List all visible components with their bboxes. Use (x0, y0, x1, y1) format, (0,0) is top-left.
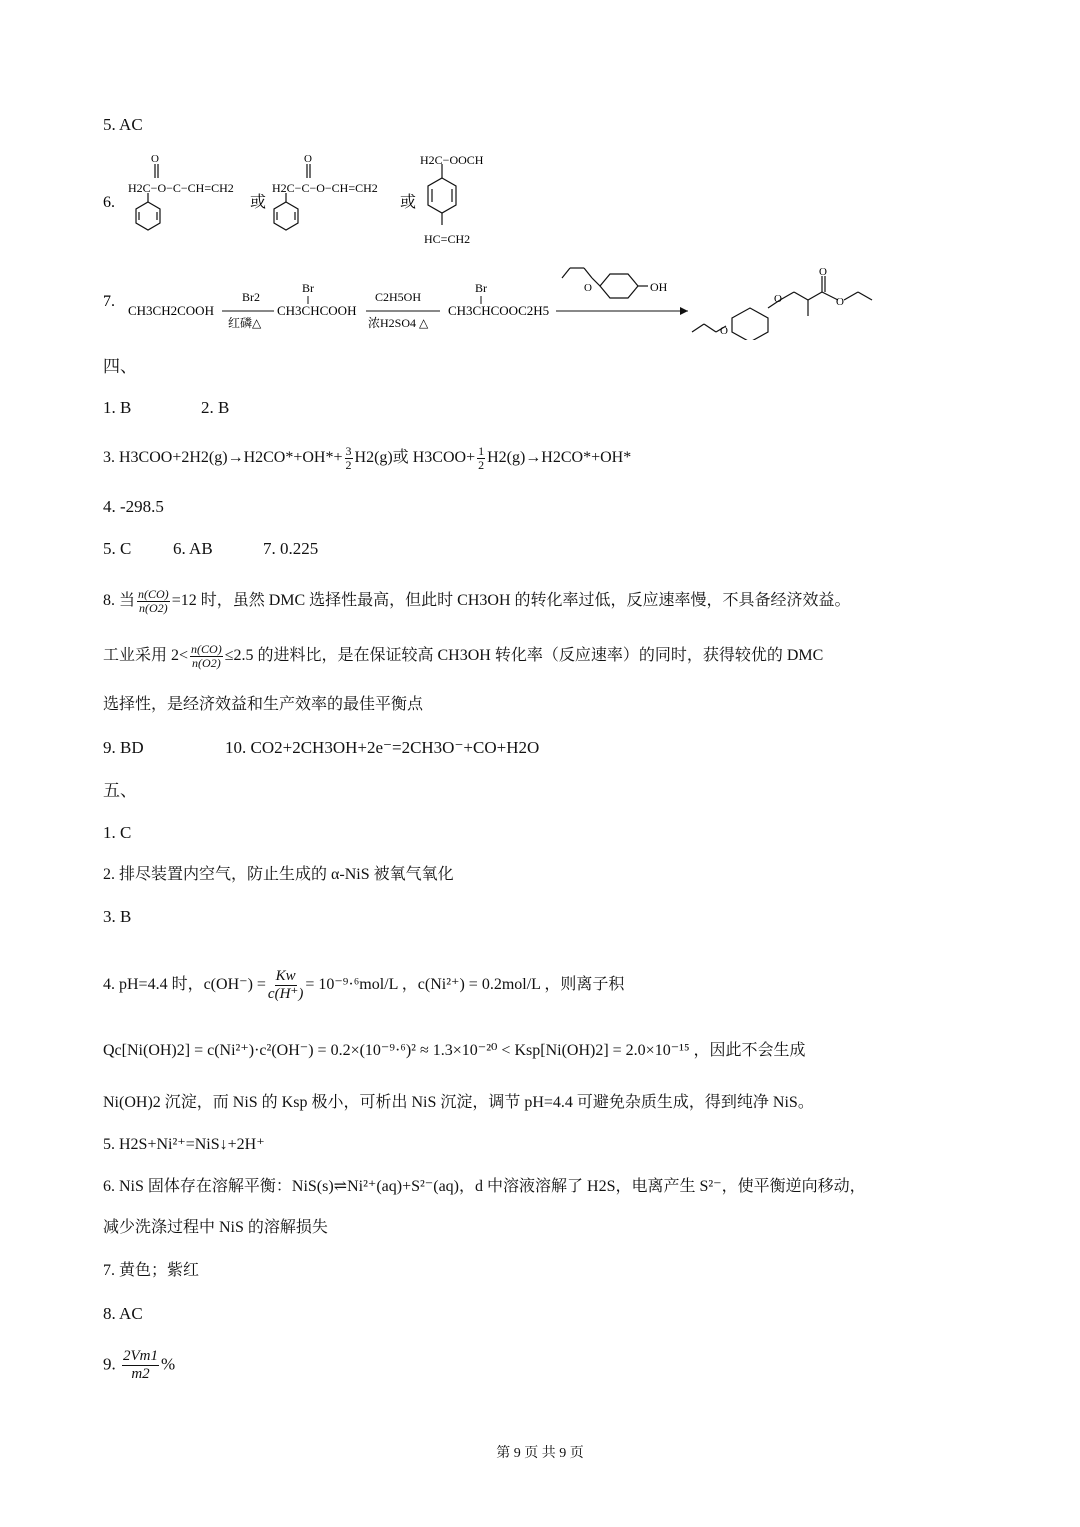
or-text-1: 或 (250, 194, 267, 211)
s4-q6: 6. AB (173, 539, 213, 558)
q7-reagent1-top: Br2 (242, 290, 260, 304)
s4-q8-line-3: 选择性，是经济效益和生产效率的最佳平衡点 (103, 696, 424, 713)
s4-q3-part-b: H2(g)或 H3COO+ (354, 449, 476, 467)
s3-top-formula: H2C−OOCH (420, 153, 484, 167)
q7-reagent2-top: C2H5OH (375, 290, 422, 304)
s5-q4-line-3: Ni(OH)2 沉淀，而 NiS 的 Ksp 极小，可析出 NiS 沉淀，调节 pH=4.4 可避免杂质生成，得到纯净 NiS。 (103, 1094, 814, 1111)
q7-start: CH3CH2COOH (128, 303, 214, 318)
s4-q9: 9. BD (103, 738, 144, 757)
q7-br1: Br (302, 281, 314, 295)
s3-bottom-formula: HC=CH2 (424, 232, 471, 246)
svg-text:O: O (819, 266, 827, 278)
s5-q9: 9. $\frac{2Vm1}{m2}$ % (103, 1348, 176, 1382)
q7-br2: Br (475, 281, 487, 295)
s5-q6-line-2: 减少洗涤过程中 NiS 的溶解损失 (103, 1219, 328, 1236)
section-5-heading: 五、 (103, 781, 137, 800)
structure-1 (136, 164, 160, 230)
svg-text:O: O (774, 293, 782, 305)
s4-q3-part-c: H2(g)→H2CO*+OH* (487, 449, 632, 467)
q7-intermediate2: CH3CHCOOC2H5 (448, 303, 550, 318)
q7-synthesis (100, 266, 900, 340)
svg-text:O: O (836, 296, 844, 308)
q7-number: 7. (103, 293, 115, 310)
or-text-2: 或 (400, 194, 417, 211)
s4-line-1 (103, 397, 230, 419)
s4-q7: 7. 0.225 (263, 539, 319, 558)
q7-reagent1-bottom: 红磷△ (228, 316, 262, 330)
s5-q4-kw-fraction: $\frac{Kw}{c(H^+)}$ (267, 968, 304, 1002)
q6-structures (100, 150, 540, 250)
s4-q3-frac-2: $\frac{1}{2}$ (478, 444, 485, 472)
s4-q3-frac-1: $\frac{3}{2}$ (345, 444, 352, 472)
s5-q4-line-2: Qc[Ni(OH)2] = c(Ni²⁺)·c²(OH⁻) = 0.2×(10⁻⁹·⁶)² ≈ 1.3×10⁻²⁰ < Ksp[Ni(OH)2] = 2.0×10⁻¹⁵ ，因此不会生成 (103, 1042, 806, 1059)
structure-2 (274, 164, 310, 230)
page-footer: 第 9 页 共 9 页 (496, 1446, 584, 1461)
s5-q1: 1. C (103, 823, 132, 842)
q7-reagent3 (562, 268, 648, 298)
s4-q8-line-2: 工业采用 2< $\frac{n(CO)}{n(O2)}$ ≤2.5 的进料比，是在保证较高 CH3OH 转化率（反应速率）的同时，获得较优的 DMC (103, 642, 824, 670)
q7-product (692, 276, 872, 340)
s4-q3-part-a: 3. H3COO+2H2(g)→H2CO*+OH*+ (103, 449, 343, 467)
s4-q1: 1. B (103, 398, 132, 417)
q7-reagent2-bottom: 浓H2SO4 △ (368, 316, 429, 330)
s1-formula: H2C−O−C−CH=CH2 (128, 181, 234, 195)
s4-q3 (103, 445, 631, 472)
s4-q2: 2. B (201, 398, 230, 417)
s5-q4-line-1: 4. pH=4.4 时，c(OH⁻) = $\frac{Kw}{c(H^+)}$ = 10⁻⁹·⁶mol/L ，c(Ni²⁺) = 0.2mol/L ，则离子积 (103, 968, 625, 1002)
q7-reagent-oh: OH (650, 280, 668, 294)
s4-q8-ratio-2: $\frac{n(CO)}{n(O2)}$ (191, 642, 222, 670)
q5-answer: 5. AC (103, 115, 143, 134)
q7-intermediate1: CH3CHCOOH (277, 303, 357, 318)
section-4-heading: 四、 (103, 357, 137, 376)
s4-line-5 (103, 538, 319, 560)
s4-q5: 5. C (103, 539, 132, 558)
s5-q8: 8. AC (103, 1304, 143, 1323)
s5-q3: 3. B (103, 907, 132, 926)
s5-q2: 2. 排尽装置内空气，防止生成的 α-NiS 被氧气氧化 (103, 866, 454, 883)
s4-q8-ratio-1: $\frac{n(CO)}{n(O2)}$ (138, 587, 169, 615)
svg-text:O: O (584, 282, 592, 294)
s2-carbonyl-o: O (304, 153, 312, 165)
q6-number: 6. (103, 194, 115, 211)
structure-3 (428, 164, 456, 225)
s5-q6-line-1: 6. NiS 固体存在溶解平衡：NiS(s)⇌Ni²⁺(aq)+S²⁻(aq)，d 中溶液溶解了 H2S，电离产生 S²⁻，使平衡逆向移动， (103, 1178, 866, 1195)
s4-q8-line-1: 8. 当 $\frac{n(CO)}{n(O2)}$ =12 时，虽然 DMC 选择性最高，但此时 CH3OH 的转化率过低，反应速率慢，不具备经济效益。 (103, 587, 851, 615)
s4-q10: 10. CO2+2CH3OH+2e⁻=2CH3O⁻+CO+H2O (225, 738, 540, 757)
s5-q7: 7. 黄色；紫红 (103, 1262, 200, 1279)
s1-carbonyl-o: O (151, 153, 159, 165)
s4-q4: 4. -298.5 (103, 497, 164, 516)
s4-line-9 (103, 737, 540, 759)
svg-text:O: O (720, 325, 728, 337)
s5-q5: 5. H2S+Ni²⁺=NiS↓+2H⁺ (103, 1136, 265, 1153)
s2-formula: H2C−C−O−CH=CH2 (272, 181, 378, 195)
s5-q9-fraction: $\frac{2Vm1}{m2}$ (123, 1348, 158, 1382)
